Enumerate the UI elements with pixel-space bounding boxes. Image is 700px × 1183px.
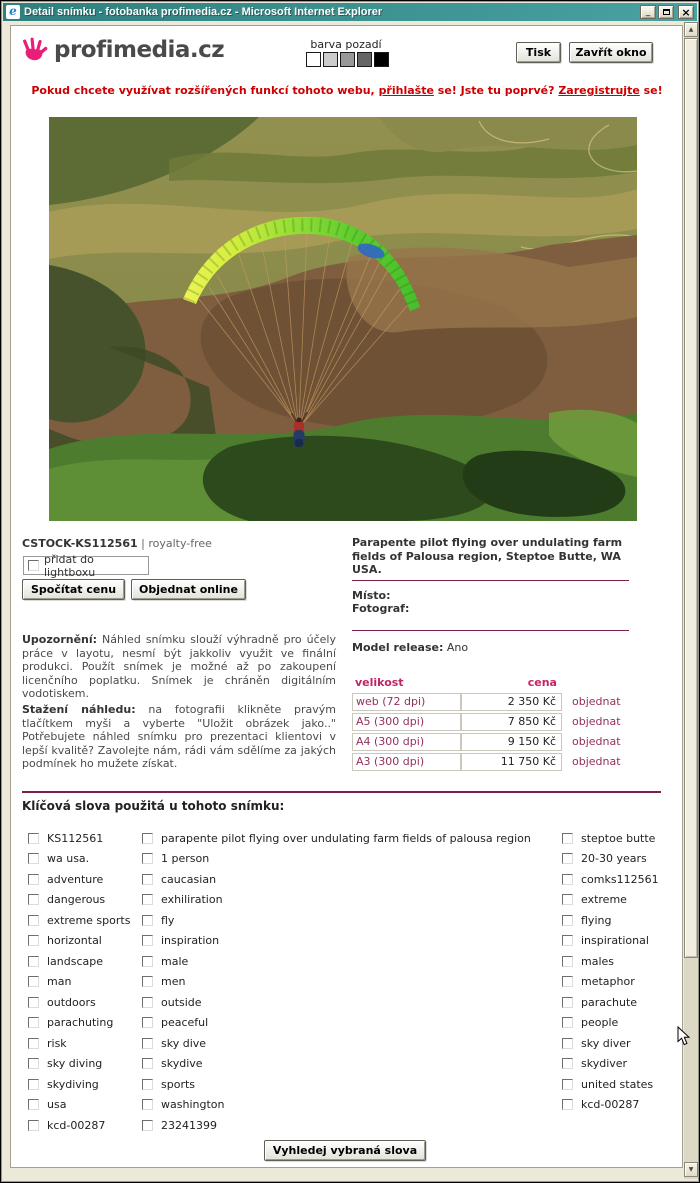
- keyword-item: [562, 828, 680, 849]
- price-value-cell: 2 350 Kč: [461, 693, 562, 711]
- order-link[interactable]: objednat: [572, 715, 621, 728]
- keyword-label: people: [581, 1016, 619, 1030]
- keyword-checkbox[interactable]: [142, 1120, 153, 1131]
- price-size-cell: A5 (300 dpi): [352, 713, 461, 731]
- keyword-checkbox[interactable]: [28, 894, 39, 905]
- keyword-label: parapente pilot flying over undulating farm fields of palousa region: [161, 831, 531, 845]
- keyword-checkbox[interactable]: [28, 1038, 39, 1049]
- keyword-label: 23241399: [161, 1118, 217, 1132]
- lightbox-label: přidat do lightboxu: [44, 552, 96, 579]
- keyword-checkbox[interactable]: [28, 874, 39, 885]
- download-paragraph: [22, 703, 336, 771]
- keyword-checkbox[interactable]: [562, 1038, 573, 1049]
- bg-swatch[interactable]: [374, 52, 389, 67]
- keyword-label: extreme: [581, 893, 627, 907]
- close-button[interactable]: ×: [678, 5, 694, 19]
- notice-text: Pokud chcete využívat rozšířených funkcí tohoto webu,: [31, 84, 379, 97]
- keyword-item: [562, 890, 680, 911]
- keyword-checkbox[interactable]: [562, 894, 573, 905]
- order-link[interactable]: objednat: [572, 755, 621, 768]
- photographer-label: Fotograf:: [352, 602, 410, 615]
- keyword-checkbox[interactable]: [562, 935, 573, 946]
- mouse-cursor: [677, 1026, 690, 1046]
- login-notice: [11, 84, 683, 97]
- price-value-cell: 9 150 Kč: [461, 733, 562, 751]
- keyword-checkbox[interactable]: [562, 997, 573, 1008]
- calculate-price-button[interactable]: Spočítat cenu: [22, 579, 125, 600]
- close-window-button[interactable]: Zavřít okno: [569, 42, 653, 63]
- keyword-label: 20-30 years: [581, 852, 647, 866]
- keyword-checkbox[interactable]: [142, 956, 153, 967]
- keyword-label: 1 person: [161, 852, 210, 866]
- print-button[interactable]: Tisk: [516, 42, 561, 63]
- keyword-label: dangerous: [47, 893, 106, 907]
- keyword-checkbox[interactable]: [562, 874, 573, 885]
- keyword-label: skydiving: [47, 1077, 99, 1091]
- notice-text: se!: [639, 84, 663, 97]
- keyword-item: [562, 972, 680, 993]
- keyword-label: outdoors: [47, 995, 96, 1009]
- keyword-item: [562, 951, 680, 972]
- keywords-title: Klíčová slova použitá u tohoto snímku:: [22, 799, 285, 813]
- logo-text: profimedia.cz: [54, 36, 225, 63]
- keywords-column-1: [28, 828, 140, 1136]
- bg-swatch[interactable]: [306, 52, 321, 67]
- keyword-item: [28, 1054, 140, 1075]
- keyword-label: skydive: [161, 1057, 203, 1071]
- keyword-item: [28, 992, 140, 1013]
- warning-paragraph: [22, 633, 336, 701]
- keyword-checkbox[interactable]: [562, 1079, 573, 1090]
- keyword-label: washington: [161, 1098, 225, 1112]
- maximize-icon: [663, 9, 670, 15]
- keyword-checkbox[interactable]: [28, 853, 39, 864]
- keyword-checkbox[interactable]: [28, 915, 39, 926]
- keyword-label: comks112561: [581, 872, 659, 886]
- keyword-item: [28, 1013, 140, 1034]
- keyword-label: united states: [581, 1077, 654, 1091]
- keyword-checkbox[interactable]: [562, 915, 573, 926]
- keyword-checkbox[interactable]: [142, 1058, 153, 1069]
- price-column-header: cena: [527, 676, 557, 689]
- keyword-checkbox[interactable]: [142, 833, 153, 844]
- price-row: [352, 732, 642, 751]
- keyword-checkbox[interactable]: [142, 1017, 153, 1028]
- keyword-item: [562, 992, 680, 1013]
- keyword-item: [142, 1013, 554, 1034]
- keyword-item: [562, 849, 680, 870]
- profimedia-logo[interactable]: [20, 35, 224, 64]
- keyword-item: [28, 890, 140, 911]
- keyword-label: outside: [161, 995, 202, 1009]
- keyword-label: KS112561: [47, 831, 104, 845]
- photo-description: Parapente pilot flying over undulating farm fields of Palousa region, Steptoe Butte, WA USA.: [352, 536, 623, 576]
- keywords-column-3: [562, 828, 680, 1115]
- keyword-label: adventure: [47, 872, 104, 886]
- scroll-up-button[interactable]: ▲: [684, 22, 698, 37]
- keyword-checkbox[interactable]: [28, 1058, 39, 1069]
- keyword-checkbox[interactable]: [142, 1079, 153, 1090]
- download-text: na fotografii klikněte pravým tlačítkem myši a vyberte "Uložit obrázek jako.." Potřebujete náhled snímku pro prezentaci klientovi v lepší kvalitě? Zavolejte nám, rádi vám sdělíme za jakých podmínek ho mužete získat.: [22, 703, 336, 770]
- keyword-checkbox[interactable]: [28, 1079, 39, 1090]
- keyword-label: men: [161, 975, 186, 989]
- keyword-item: [142, 1033, 554, 1054]
- keyword-item: [142, 1054, 554, 1075]
- keyword-checkbox[interactable]: [142, 1099, 153, 1110]
- keyword-label: skydiver: [581, 1057, 628, 1071]
- keyword-label: kcd-00287: [47, 1118, 106, 1132]
- keyword-checkbox[interactable]: [28, 997, 39, 1008]
- keyword-item: [142, 910, 554, 931]
- size-column-header: velikost: [355, 676, 404, 689]
- price-size-cell: A4 (300 dpi): [352, 733, 461, 751]
- title-bar[interactable]: [3, 3, 697, 21]
- keyword-item: [28, 1115, 140, 1136]
- keyword-item: [562, 1074, 680, 1095]
- order-link[interactable]: objednat: [572, 695, 621, 708]
- keyword-item: [28, 1074, 140, 1095]
- keyword-checkbox[interactable]: [562, 1099, 573, 1110]
- register-link[interactable]: Zaregistrujte: [558, 84, 640, 97]
- window-title: Detail snímku - fotobanka profimedia.cz - Microsoft Internet Explorer: [24, 6, 383, 18]
- keyword-item: [562, 1095, 680, 1116]
- keyword-item: [142, 951, 554, 972]
- keyword-label: sky diver: [581, 1036, 631, 1050]
- bg-swatch[interactable]: [340, 52, 355, 67]
- keywords-column-2: [142, 828, 554, 1136]
- keyword-item: [142, 1074, 554, 1095]
- keyword-label: parachuting: [47, 1016, 114, 1030]
- price-table-header: [352, 674, 642, 691]
- warning-text: Náhled snímku slouží výhradně pro účely práce v layotu, nesmí být jakkoliv využit ve finální produkci. Použít snímek je možné až po zakoupení licenčního poplatku. Snímek je chráněn digitálním vodotiskem.: [22, 633, 336, 700]
- keyword-label: parachute: [581, 995, 638, 1009]
- keyword-checkbox[interactable]: [142, 853, 153, 864]
- keyword-checkbox[interactable]: [562, 1058, 573, 1069]
- license-type: | royalty-free: [141, 537, 212, 550]
- keyword-checkbox[interactable]: [142, 874, 153, 885]
- price-row: [352, 752, 642, 771]
- price-size-cell: web (72 dpi): [352, 693, 461, 711]
- divider: [352, 580, 629, 581]
- keyword-checkbox[interactable]: [28, 935, 39, 946]
- vertical-scrollbar[interactable]: [684, 22, 698, 1179]
- model-release-value: Ano: [446, 641, 469, 654]
- notice-text: se! Jste tu poprvé?: [433, 84, 559, 97]
- keyword-label: horizontal: [47, 934, 102, 948]
- keyword-item: [142, 992, 554, 1013]
- keyword-checkbox[interactable]: [562, 1017, 573, 1028]
- internet-explorer-icon: e: [6, 5, 20, 19]
- keyword-item: [142, 828, 554, 849]
- keyword-checkbox[interactable]: [142, 997, 153, 1008]
- keyword-label: peaceful: [161, 1016, 209, 1030]
- keyword-item: [28, 931, 140, 952]
- keyword-checkbox[interactable]: [28, 956, 39, 967]
- keyword-label: sports: [161, 1077, 196, 1091]
- keyword-label: inspiration: [161, 934, 220, 948]
- keyword-item: [562, 1033, 680, 1054]
- keyword-item: [142, 849, 554, 870]
- maximize-button[interactable]: [658, 5, 674, 19]
- keyword-label: males: [581, 954, 615, 968]
- bg-swatch[interactable]: [357, 52, 372, 67]
- keyword-checkbox[interactable]: [142, 915, 153, 926]
- warning-title: Upozornění:: [22, 633, 98, 646]
- keyword-label: flying: [581, 913, 612, 927]
- keyword-item: [562, 869, 680, 890]
- keyword-item: [28, 972, 140, 993]
- keyword-item: [562, 1054, 680, 1075]
- keyword-label: landscape: [47, 954, 104, 968]
- keyword-checkbox[interactable]: [28, 1017, 39, 1028]
- hand-logo-icon: [20, 35, 48, 64]
- keyword-item: [142, 890, 554, 911]
- keyword-checkbox[interactable]: [562, 956, 573, 967]
- price-value-cell: 7 850 Kč: [461, 713, 562, 731]
- keyword-item: [28, 951, 140, 972]
- download-title: Stažení náhledu:: [22, 703, 136, 716]
- keyword-item: [562, 1013, 680, 1034]
- keyword-checkbox[interactable]: [28, 1099, 39, 1110]
- keyword-item: [28, 869, 140, 890]
- keyword-label: usa: [47, 1098, 67, 1112]
- order-online-button[interactable]: Objednat online: [131, 579, 246, 600]
- keyword-checkbox[interactable]: [142, 976, 153, 987]
- background-color-label: barva pozadí: [310, 38, 382, 51]
- keyword-item: [562, 910, 680, 931]
- keyword-checkbox[interactable]: [28, 833, 39, 844]
- keyword-label: sky diving: [47, 1057, 103, 1071]
- bg-swatches: [306, 52, 389, 67]
- keyword-label: wa usa.: [47, 852, 90, 866]
- keyword-label: exhiliration: [161, 893, 223, 907]
- login-link[interactable]: přihlašte: [378, 84, 434, 97]
- photo-id-line: [22, 537, 212, 550]
- price-row: [352, 712, 642, 731]
- model-release-line: [352, 641, 468, 654]
- lightbox-box: [23, 552, 149, 579]
- search-selected-words-button[interactable]: Vyhledej vybraná slova: [264, 1140, 426, 1161]
- divider: [352, 630, 629, 631]
- keyword-item: [28, 1033, 140, 1054]
- minimize-button[interactable]: _: [640, 5, 656, 19]
- keyword-label: inspirational: [581, 934, 649, 948]
- price-row: [352, 692, 642, 711]
- price-size-cell: A3 (300 dpi): [352, 753, 461, 771]
- keyword-checkbox[interactable]: [562, 833, 573, 844]
- keyword-checkbox[interactable]: [28, 1120, 39, 1131]
- scroll-down-button[interactable]: ▼: [684, 1162, 698, 1177]
- keyword-item: [28, 910, 140, 931]
- keyword-label: metaphor: [581, 975, 635, 989]
- price-value-cell: 11 750 Kč: [461, 753, 562, 771]
- keyword-checkbox[interactable]: [142, 1038, 153, 1049]
- order-link[interactable]: objednat: [572, 735, 621, 748]
- keyword-item: [28, 849, 140, 870]
- keyword-checkbox[interactable]: [28, 976, 39, 987]
- keyword-label: caucasian: [161, 872, 217, 886]
- keyword-checkbox[interactable]: [562, 976, 573, 987]
- section-divider: [22, 791, 661, 793]
- keyword-checkbox[interactable]: [142, 894, 153, 905]
- keyword-item: [28, 1095, 140, 1116]
- keyword-label: fly: [161, 913, 175, 927]
- price-table: [352, 674, 642, 772]
- keyword-checkbox[interactable]: [142, 935, 153, 946]
- lightbox-checkbox[interactable]: [28, 560, 39, 571]
- keyword-label: risk: [47, 1036, 67, 1050]
- keyword-item: [142, 1115, 554, 1136]
- keyword-label: sky dive: [161, 1036, 207, 1050]
- keyword-label: man: [47, 975, 72, 989]
- model-release-label: Model release:: [352, 641, 444, 654]
- keyword-item: [142, 972, 554, 993]
- keyword-item: [142, 869, 554, 890]
- keyword-label: kcd-00287: [581, 1098, 640, 1112]
- keyword-item: [142, 1095, 554, 1116]
- scrollbar-thumb[interactable]: [684, 38, 698, 958]
- photo-id: CSTOCK-KS112561: [22, 537, 138, 550]
- bg-swatch[interactable]: [323, 52, 338, 67]
- keyword-label: extreme sports: [47, 913, 131, 927]
- keyword-checkbox[interactable]: [562, 853, 573, 864]
- keyword-item: [562, 931, 680, 952]
- keyword-label: steptoe butte: [581, 831, 656, 845]
- photo-preview[interactable]: [49, 117, 637, 521]
- keyword-item: [142, 931, 554, 952]
- place-label: Místo:: [352, 589, 391, 602]
- keyword-item: [28, 828, 140, 849]
- keyword-label: male: [161, 954, 189, 968]
